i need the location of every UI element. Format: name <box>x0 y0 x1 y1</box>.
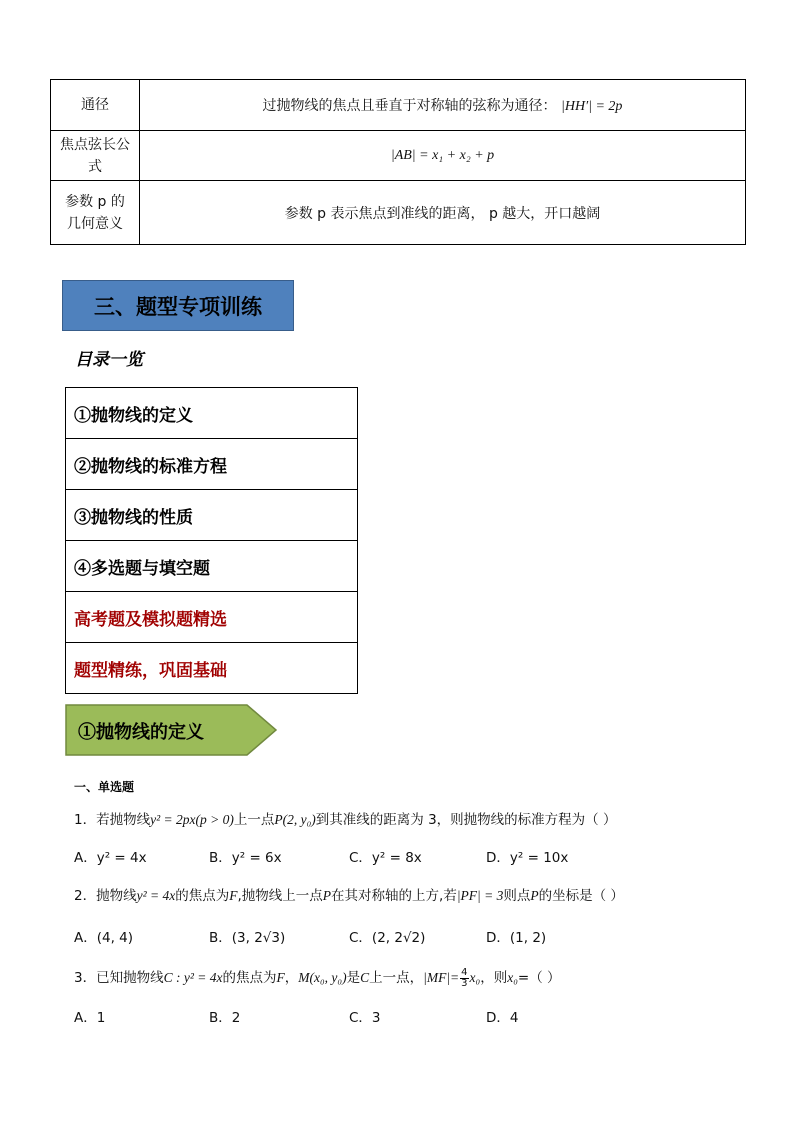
q-text: 的焦点为 <box>222 970 277 986</box>
section-heading: 三、题型专项训练 <box>62 280 294 331</box>
option-d[interactable]: D．4 <box>486 1010 519 1026</box>
toc-item[interactable]: ①抛物线的定义 <box>66 388 358 439</box>
option-b[interactable]: B．(3, 2√3) <box>209 930 286 946</box>
q-formula: P <box>322 888 332 903</box>
row-value <box>140 80 746 131</box>
question-3 <box>74 966 561 989</box>
q-text: 的坐标是（ ） <box>538 888 624 904</box>
table-row <box>51 181 746 245</box>
option-c[interactable]: C．y² = 8x <box>349 850 422 866</box>
q-text: 到其准线的距离为 3，则抛物线的标准方程为（ ） <box>315 812 617 828</box>
row-value: 参数 p 表示焦点到准线的距离， p 越大，开口越阔 <box>140 181 746 245</box>
q-formula: y² = 4x <box>136 888 176 903</box>
q-formula: y² = 2px(p > 0) <box>150 812 234 827</box>
q-formula: x₀ <box>507 970 518 985</box>
q-text: 上一点， <box>369 970 424 986</box>
toc-item[interactable]: ③抛物线的性质 <box>66 490 358 541</box>
q-text: 2．抛物线 <box>74 888 137 904</box>
q-formula: F <box>229 888 238 903</box>
q-formula: x₀ <box>469 970 481 985</box>
row-key <box>51 181 140 245</box>
q-text: 则点 <box>503 888 531 904</box>
q-text: 上一点 <box>233 812 275 828</box>
row-key: 通径 <box>51 80 140 131</box>
option-a[interactable]: A．(4, 4) <box>74 930 134 946</box>
banner-label: ①抛物线的定义 <box>78 722 204 743</box>
q-text: =（ ） <box>517 970 561 986</box>
q-formula: F <box>276 970 285 985</box>
row-key-line2: 几何意义 <box>67 215 123 232</box>
question-2-options <box>74 926 634 948</box>
question-type-label: 一、单选题 <box>74 780 135 794</box>
q-formula: M(x₀, y₀) <box>298 970 347 985</box>
row-formula: |HH′| = 2p <box>561 99 623 114</box>
row-key-line1: 参数 p 的 <box>65 193 125 210</box>
toc-title: 目录一览 <box>75 350 143 370</box>
row-key <box>51 131 140 181</box>
row-text: 过抛物线的焦点且垂直于对称轴的弦称为通径： <box>262 98 557 114</box>
q-text: ，则 <box>480 970 508 986</box>
q-formula: |PF| = 3 <box>456 888 504 903</box>
row-formula: |AB| = x₁ + x₂ + p <box>390 148 495 163</box>
q-text: 3．已知抛物线 <box>74 970 164 986</box>
toc-table <box>65 387 358 694</box>
question-1-options <box>74 846 634 868</box>
row-value <box>140 131 746 181</box>
q-text: ， <box>284 970 299 986</box>
option-c[interactable]: C．(2, 2√2) <box>349 930 426 946</box>
question-2 <box>74 884 624 904</box>
option-d[interactable]: D．(1, 2) <box>486 930 547 946</box>
q-text: 是 <box>346 970 361 986</box>
option-b[interactable]: B．2 <box>209 1010 241 1026</box>
option-c[interactable]: C．3 <box>349 1010 381 1026</box>
toc-item[interactable]: 题型精练，巩固基础 <box>66 643 358 694</box>
q-text: 的焦点为 <box>175 888 230 904</box>
q-formula: C : y² = 4x <box>163 970 223 985</box>
q-text: 在其对称轴的上方,若 <box>331 888 457 904</box>
q-formula: |MF|= <box>423 970 460 985</box>
toc-item[interactable]: ②抛物线的标准方程 <box>66 439 358 490</box>
option-d[interactable]: D．y² = 10x <box>486 850 569 866</box>
question-1 <box>74 808 616 828</box>
option-b[interactable]: B．y² = 6x <box>209 850 282 866</box>
q-formula: P(2, y₀) <box>274 812 316 827</box>
q-formula: C <box>360 970 370 985</box>
q-text: 1．若抛物线 <box>74 812 151 828</box>
option-a[interactable]: A．y² = 4x <box>74 850 147 866</box>
question-3-options <box>74 1006 634 1028</box>
properties-table <box>50 79 746 245</box>
q-formula: P <box>530 888 539 903</box>
toc-item[interactable]: 高考题及模拟题精选 <box>66 592 358 643</box>
q-text: ,抛物线上一点 <box>237 888 323 904</box>
option-a[interactable]: A．1 <box>74 1010 106 1026</box>
table-row <box>51 131 746 181</box>
fraction-denominator: 3 <box>461 977 468 989</box>
row-key-text: 焦点弦长公式 <box>60 136 130 175</box>
toc-item[interactable]: ④多选题与填空题 <box>66 541 358 592</box>
fraction <box>460 968 468 989</box>
table-row <box>51 80 746 131</box>
fraction-numerator: 4 <box>461 966 468 978</box>
